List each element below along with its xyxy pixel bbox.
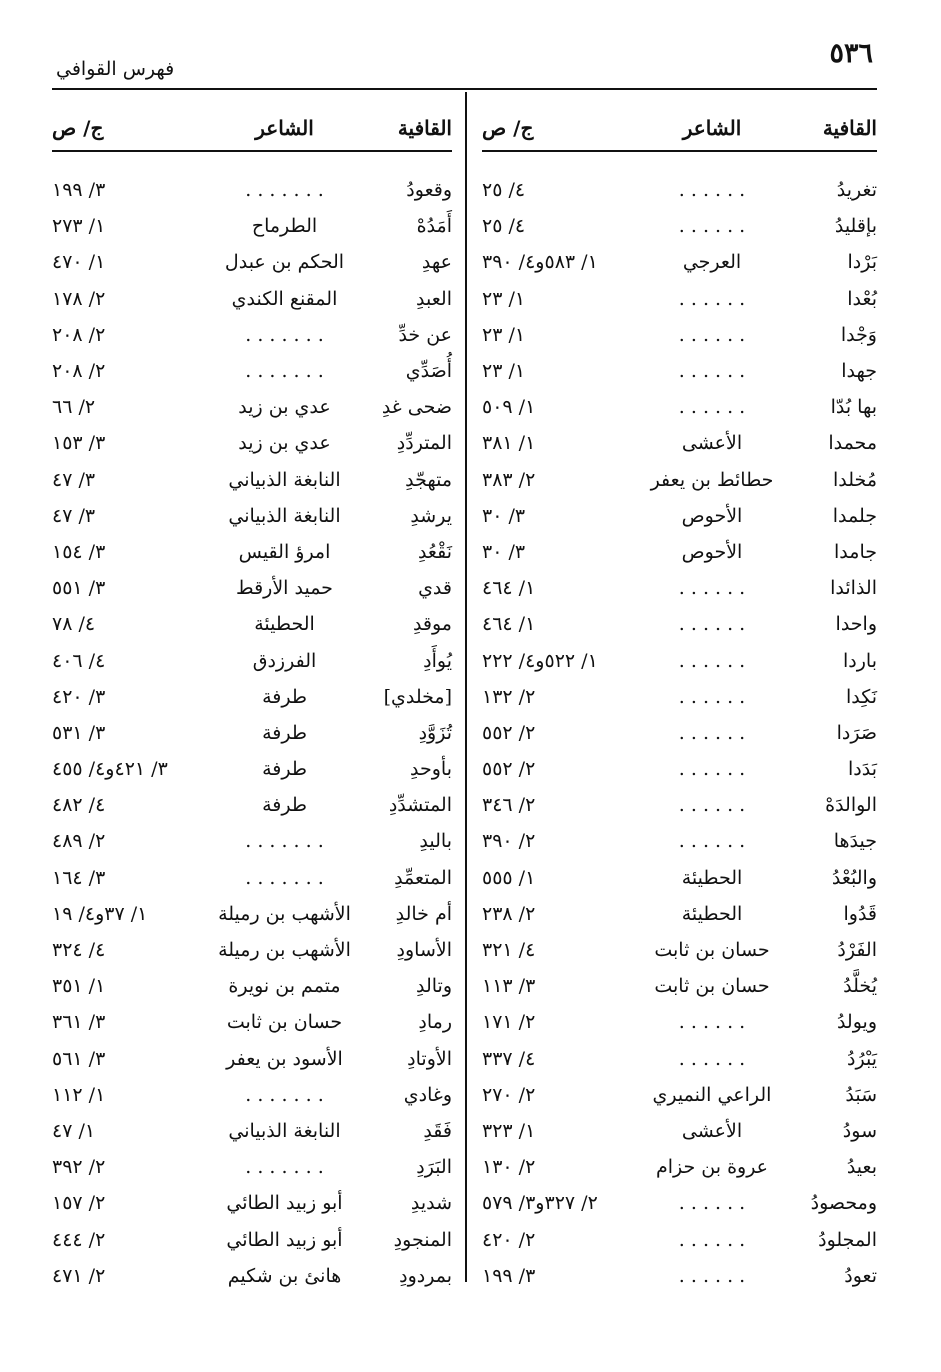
- rhyme-cell: يرشدِ: [410, 504, 452, 527]
- table-row: [482, 715, 877, 751]
- rhyme-cell: بعيدُ: [846, 1156, 877, 1179]
- rhyme-cell: العبدِ: [416, 287, 452, 310]
- reference-cell: ٢/ ١٣٠: [482, 1156, 536, 1179]
- poet-cell: أبو زبيد الطائي: [226, 1192, 343, 1215]
- table-row: [52, 642, 452, 678]
- table-row: [52, 968, 452, 1004]
- reference-cell: ١/ ٥٢٢و٤/ ٢٢٢: [482, 649, 598, 672]
- table-row: [482, 570, 877, 606]
- rhyme-cell: بَدَدا: [847, 758, 877, 781]
- rhyme-cell: ويولدُ: [836, 1011, 877, 1034]
- poet-cell: . . . . . . .: [245, 360, 324, 383]
- rhyme-cell: بإقليدُ: [834, 215, 877, 238]
- rhyme-cell: وقعودُ: [406, 179, 452, 202]
- poet-cell: . . . . . .: [678, 721, 746, 744]
- poet-cell: . . . . . . .: [245, 179, 324, 202]
- table-row: [482, 462, 877, 498]
- table-row: [52, 281, 452, 317]
- poet-cell: . . . . . .: [678, 613, 746, 636]
- reference-cell: ١/ ٣٥١: [52, 975, 106, 998]
- poet-cell: . . . . . .: [678, 1047, 746, 1070]
- poet-cell: . . . . . . .: [245, 323, 324, 346]
- reference-cell: ٢/ ٤٤٤: [52, 1228, 106, 1251]
- table-row: [52, 534, 452, 570]
- reference-cell: ٢/ ٤٧١: [52, 1264, 106, 1287]
- poet-cell: عدي بن زيد: [238, 432, 331, 455]
- poet-cell: الأحوص: [681, 540, 743, 563]
- poet-cell: أبو زبيد الطائي: [226, 1228, 343, 1251]
- column-divider: [465, 92, 467, 1282]
- reference-cell: ٤/ ٣٣٧: [482, 1047, 536, 1070]
- rhyme-cell: الأساودِ: [396, 939, 452, 962]
- table-row: [52, 317, 452, 353]
- reference-cell: ١/ ٣٧و٤/ ١٩: [52, 902, 148, 925]
- reference-cell: ٢/ ٥٥٢: [482, 758, 536, 781]
- reference-cell: ٢/ ٣٩٢: [52, 1156, 106, 1179]
- table-row: [52, 208, 452, 244]
- reference-cell: ١/ ١١٢: [52, 1083, 106, 1106]
- reference-cell: ٢/ ٣٨٣: [482, 468, 536, 491]
- rhyme-cell: تُزَوَّدِ: [418, 721, 452, 744]
- reference-cell: ٤/ ٧٨: [52, 613, 96, 636]
- reference-cell: ٢/ ٢٣٨: [482, 902, 536, 925]
- reference-cell: ٣/ ٤٢١و٤/ ٤٥٥: [52, 758, 168, 781]
- poet-cell: حسان بن ثابت: [226, 1011, 343, 1034]
- rhyme-cell: جيدَها: [833, 830, 877, 853]
- poet-header: الشاعر: [682, 116, 742, 140]
- rhyme-cell: شديدِ: [410, 1192, 452, 1215]
- right-index-column: [482, 108, 877, 1294]
- qafiya-header: القافية: [822, 116, 877, 140]
- poet-cell: . . . . . .: [678, 794, 746, 817]
- reference-cell: ٢/ ٣٢٧و٣/ ٥٧٩: [482, 1192, 598, 1215]
- rhyme-cell: تعودُ: [844, 1264, 877, 1287]
- poet-header: الشاعر: [255, 116, 314, 140]
- table-row: [482, 498, 877, 534]
- table-row: [482, 1149, 877, 1185]
- table-row: [482, 1041, 877, 1077]
- poet-cell: حسان بن ثابت: [654, 939, 770, 962]
- reference-cell: ٣/ ٣٦١: [52, 1011, 106, 1034]
- table-row: [482, 1185, 877, 1221]
- reference-cell: ٤/ ٤٠٦: [52, 649, 106, 672]
- poet-cell: . . . . . .: [678, 649, 746, 672]
- reference-cell: ٣/ ٤٧: [52, 468, 96, 491]
- reference-cell: ١/ ٢٣: [482, 287, 526, 310]
- rhyme-cell: [مخلدي]: [383, 685, 452, 708]
- table-row: [52, 498, 452, 534]
- table-row: [52, 606, 452, 642]
- rhyme-cell: ضحى غدِ: [381, 396, 452, 419]
- rhyme-cell: مُخلدا: [833, 468, 877, 491]
- reference-cell: ١/ ٥٠٩: [482, 396, 536, 419]
- poet-cell: الراعي النميري: [652, 1083, 772, 1106]
- table-row: [482, 642, 877, 678]
- rhyme-cell: الوالدَهْ: [825, 794, 877, 817]
- table-row: [482, 606, 877, 642]
- poet-cell: الأسود بن يعفر: [226, 1047, 343, 1070]
- reference-cell: ٣/ ٤٧: [52, 504, 96, 527]
- table-row: [52, 715, 452, 751]
- poet-cell: . . . . . .: [678, 215, 746, 238]
- rhyme-cell: وَجْدا: [840, 323, 877, 346]
- table-row: [482, 787, 877, 823]
- rhyme-cell: المنجودِ: [393, 1228, 452, 1251]
- poet-cell: الحطيئة: [254, 613, 315, 636]
- reference-cell: ٣/ ٣٠: [482, 504, 526, 527]
- reference-cell: ١/ ٢٧٣: [52, 215, 106, 238]
- reference-cell: ١/ ٢٣: [482, 360, 526, 383]
- reference-cell: ٢/ ١٥٧: [52, 1192, 106, 1215]
- table-row: [52, 1077, 452, 1113]
- rhyme-cell: بمردودِ: [399, 1264, 452, 1287]
- table-row: [52, 679, 452, 715]
- poet-cell: طرفة: [262, 794, 307, 817]
- table-row: [482, 281, 877, 317]
- poet-cell: . . . . . .: [678, 758, 746, 781]
- table-row: [482, 823, 877, 859]
- reference-cell: ٢/ ١٧١: [482, 1011, 536, 1034]
- poet-cell: عدي بن زيد: [238, 396, 331, 419]
- poet-cell: الأحوص: [681, 504, 743, 527]
- table-row: [482, 860, 877, 896]
- reference-cell: ٢/ ٢٠٨: [52, 360, 106, 383]
- poet-cell: . . . . . . .: [245, 830, 324, 853]
- rhyme-cell: موقدِ: [412, 613, 452, 636]
- rhyme-cell: أَمَدُهْ: [416, 215, 452, 238]
- reference-cell: ١/ ٥٨٣و٤/ ٣٩٠: [482, 251, 598, 274]
- left-header-rule: [52, 150, 452, 152]
- poet-cell: . . . . . .: [678, 1228, 746, 1251]
- reference-cell: ٤/ ٢٥: [482, 215, 526, 238]
- table-row: [482, 534, 877, 570]
- rhyme-cell: الذائدا: [830, 577, 877, 600]
- table-row: [52, 1221, 452, 1257]
- table-row: [52, 860, 452, 896]
- poet-cell: . . . . . .: [678, 287, 746, 310]
- rhyme-cell: نَقْعُدِ: [417, 540, 452, 563]
- rhyme-cell: عهدِ: [421, 251, 452, 274]
- reference-cell: ١/ ٤٦٤: [482, 613, 536, 636]
- reference-cell: ٣/ ١٥٤: [52, 540, 106, 563]
- rhyme-cell: المتردِّدِ: [396, 432, 452, 455]
- reference-cell: ٢/ ١٧٨: [52, 287, 106, 310]
- table-row: [52, 1113, 452, 1149]
- rhyme-cell: يَبْرُدُ: [847, 1047, 877, 1070]
- reference-cell: ٣/ ١٩٩: [52, 179, 106, 202]
- rhyme-cell: ومحصودُ: [810, 1192, 877, 1215]
- reference-cell: ٣/ ١١٣: [482, 975, 536, 998]
- rhyme-cell: يُخلَّدُ: [843, 975, 877, 998]
- reference-cell: ٤/ ٤٨٢: [52, 794, 106, 817]
- reference-cell: ٣/ ٤٢٠: [52, 685, 106, 708]
- reference-cell: ٣/ ١٩٩: [482, 1264, 536, 1287]
- table-row: [52, 172, 452, 208]
- table-row: [482, 208, 877, 244]
- rhyme-cell: أم خالدِ: [395, 902, 452, 925]
- rhyme-cell: المتعمِّدِ: [394, 866, 452, 889]
- reference-cell: ٢/ ٢٠٨: [52, 323, 106, 346]
- table-row: [482, 679, 877, 715]
- poet-cell: حسان بن ثابت: [654, 975, 770, 998]
- reference-cell: ٢/ ٣٤٦: [482, 794, 536, 817]
- poet-cell: . . . . . . .: [245, 1083, 324, 1106]
- rhyme-cell: قدي: [418, 577, 452, 600]
- reference-cell: ٣/ ٣٠: [482, 540, 526, 563]
- rhyme-cell: الأوتادِ: [407, 1047, 452, 1070]
- poet-cell: الأشهب بن رميلة: [218, 939, 351, 962]
- poet-cell: . . . . . .: [678, 577, 746, 600]
- rhyme-cell: تغريدُ: [836, 179, 877, 202]
- table-row: [482, 353, 877, 389]
- poet-cell: طرفة: [262, 758, 307, 781]
- table-row: [482, 1221, 877, 1257]
- poet-cell: حطائط بن يعفر: [650, 468, 774, 491]
- table-row: [482, 244, 877, 280]
- left-column-header: [52, 108, 452, 148]
- table-row: [52, 932, 452, 968]
- rhyme-cell: وغادي: [403, 1083, 452, 1106]
- poet-cell: العرجي: [682, 251, 742, 274]
- poet-cell: الأشهب بن رميلة: [218, 902, 351, 925]
- reference-cell: ٢/ ٤٢٠: [482, 1228, 536, 1251]
- poet-cell: هانئ بن شكيم: [227, 1264, 342, 1287]
- poet-cell: . . . . . .: [678, 396, 746, 419]
- running-title: فهرس القوافي: [56, 58, 175, 80]
- table-row: [482, 751, 877, 787]
- reference-cell: ٤/ ٢٥: [482, 179, 526, 202]
- table-row: [52, 570, 452, 606]
- rhyme-cell: باردا: [843, 649, 877, 672]
- table-row: [482, 932, 877, 968]
- reference-cell: ٣/ ١٥٣: [52, 432, 106, 455]
- rhyme-cell: متهجّدِ: [405, 468, 452, 491]
- reference-cell: ٢/ ٢٧٠: [482, 1083, 536, 1106]
- right-rows: [482, 172, 877, 1294]
- rhyme-cell: أُصَدِّي: [405, 360, 452, 383]
- table-row: [52, 1041, 452, 1077]
- left-rows: [52, 172, 452, 1294]
- poet-cell: . . . . . .: [678, 1192, 746, 1215]
- poet-cell: . . . . . .: [678, 179, 746, 202]
- reference-cell: ١/ ٣٨١: [482, 432, 536, 455]
- rhyme-cell: بأوحدِ: [410, 758, 452, 781]
- poet-cell: . . . . . .: [678, 1264, 746, 1287]
- rhyme-cell: جامدا: [834, 540, 877, 563]
- table-row: [52, 1185, 452, 1221]
- table-row: [482, 1077, 877, 1113]
- rhyme-cell: وتالدِ: [415, 975, 452, 998]
- rhyme-cell: باليدِ: [419, 830, 452, 853]
- table-row: [52, 823, 452, 859]
- poet-cell: الحطيئة: [681, 902, 743, 925]
- reference-cell: ١/ ٣٢٣: [482, 1119, 536, 1142]
- ref-header: ج/ ص: [52, 116, 104, 140]
- poet-cell: الحطيئة: [681, 866, 743, 889]
- reference-cell: ٣/ ٥٦١: [52, 1047, 106, 1070]
- table-row: [52, 353, 452, 389]
- table-row: [52, 389, 452, 425]
- rhyme-cell: المتشدِّدِ: [388, 794, 452, 817]
- reference-cell: ٢/ ٣٩٠: [482, 830, 536, 853]
- table-row: [482, 425, 877, 461]
- rhyme-cell: فَقَدِ: [423, 1119, 452, 1142]
- poet-cell: . . . . . . .: [245, 1156, 324, 1179]
- table-row: [482, 1004, 877, 1040]
- rhyme-cell: واحدا: [835, 613, 877, 636]
- rhyme-cell: جلمدا: [832, 504, 877, 527]
- table-row: [482, 389, 877, 425]
- reference-cell: ٤/ ٣٢٤: [52, 939, 106, 962]
- table-row: [52, 425, 452, 461]
- poet-cell: الفرزدق: [252, 649, 317, 672]
- poet-cell: . . . . . . .: [245, 866, 324, 889]
- left-index-column: [52, 108, 452, 1294]
- rhyme-cell: البَرَدِ: [416, 1156, 452, 1179]
- reference-cell: ٢/ ١٣٢: [482, 685, 536, 708]
- poet-cell: متمم بن نويرة: [228, 975, 341, 998]
- right-header-rule: [482, 150, 877, 152]
- rhyme-cell: بها بُدّا: [830, 396, 877, 419]
- rhyme-cell: يُوأَدِ: [423, 649, 452, 672]
- table-row: [52, 896, 452, 932]
- table-row: [52, 751, 452, 787]
- poet-cell: . . . . . .: [678, 323, 746, 346]
- table-row: [52, 1258, 452, 1294]
- table-row: [52, 244, 452, 280]
- reference-cell: ٣/ ٥٥١: [52, 577, 106, 600]
- poet-cell: عروة بن حزام: [655, 1156, 769, 1179]
- rhyme-cell: صَرَدا: [836, 721, 877, 744]
- table-row: [52, 1149, 452, 1185]
- poet-cell: النابغة الذبياني: [228, 468, 341, 491]
- reference-cell: ٣/ ٥٣١: [52, 721, 106, 744]
- reference-cell: ١/ ٤٧: [52, 1119, 96, 1142]
- reference-cell: ١/ ٥٥٥: [482, 866, 536, 889]
- reference-cell: ٣/ ١٦٤: [52, 866, 106, 889]
- table-row: [52, 462, 452, 498]
- poet-cell: امرؤ القيس: [238, 540, 331, 563]
- reference-cell: ١/ ٤٦٤: [482, 577, 536, 600]
- ref-header: ج/ ص: [482, 116, 534, 140]
- rhyme-cell: الفَرْدُ: [837, 939, 877, 962]
- table-row: [482, 968, 877, 1004]
- rhyme-cell: نَكِدا: [845, 685, 877, 708]
- table-row: [482, 1113, 877, 1149]
- table-row: [482, 317, 877, 353]
- poet-cell: الأعشى: [681, 432, 743, 455]
- poet-cell: الحكم بن عبدل: [224, 251, 345, 274]
- poet-cell: النابغة الذبياني: [228, 504, 341, 527]
- poet-cell: الأعشى: [681, 1119, 743, 1142]
- table-row: [52, 787, 452, 823]
- poet-cell: النابغة الذبياني: [228, 1119, 341, 1142]
- reference-cell: ١/ ٢٣: [482, 323, 526, 346]
- poet-cell: الطرماح: [251, 215, 318, 238]
- rhyme-cell: المجلودُ: [818, 1228, 877, 1251]
- right-column-header: [482, 108, 877, 148]
- qafiya-header: القافية: [397, 116, 452, 140]
- poet-cell: . . . . . .: [678, 1011, 746, 1034]
- rhyme-cell: عن خدِّ: [398, 323, 452, 346]
- page-number: ٥٣٦: [829, 38, 873, 69]
- header-rule: [52, 88, 877, 90]
- reference-cell: ٤/ ٣٢١: [482, 939, 536, 962]
- reference-cell: ٢/ ٦٦: [52, 396, 96, 419]
- rhyme-cell: رمادِ: [418, 1011, 452, 1034]
- rhyme-cell: محمدا: [828, 432, 877, 455]
- rhyme-cell: بَرْدا: [847, 251, 877, 274]
- poet-cell: طرفة: [262, 721, 307, 744]
- reference-cell: ١/ ٤٧٠: [52, 251, 106, 274]
- poet-cell: طرفة: [262, 685, 307, 708]
- poet-cell: . . . . . .: [678, 830, 746, 853]
- table-row: [52, 1004, 452, 1040]
- rhyme-cell: سَبَدُ: [845, 1083, 877, 1106]
- rhyme-cell: بُعْدا: [847, 287, 877, 310]
- poet-cell: . . . . . .: [678, 685, 746, 708]
- rhyme-cell: سودُ: [842, 1119, 877, 1142]
- reference-cell: ٢/ ٥٥٢: [482, 721, 536, 744]
- table-row: [482, 1258, 877, 1294]
- rhyme-cell: قَدُوا: [843, 902, 877, 925]
- poet-cell: . . . . . .: [678, 360, 746, 383]
- table-row: [482, 172, 877, 208]
- rhyme-cell: جهدا: [841, 360, 877, 383]
- poet-cell: المقنع الكندي: [231, 287, 338, 310]
- reference-cell: ٢/ ٤٨٩: [52, 830, 106, 853]
- poet-cell: حميد الأرقط: [236, 577, 333, 600]
- rhyme-cell: والبُعْدُ: [831, 866, 877, 889]
- table-row: [482, 896, 877, 932]
